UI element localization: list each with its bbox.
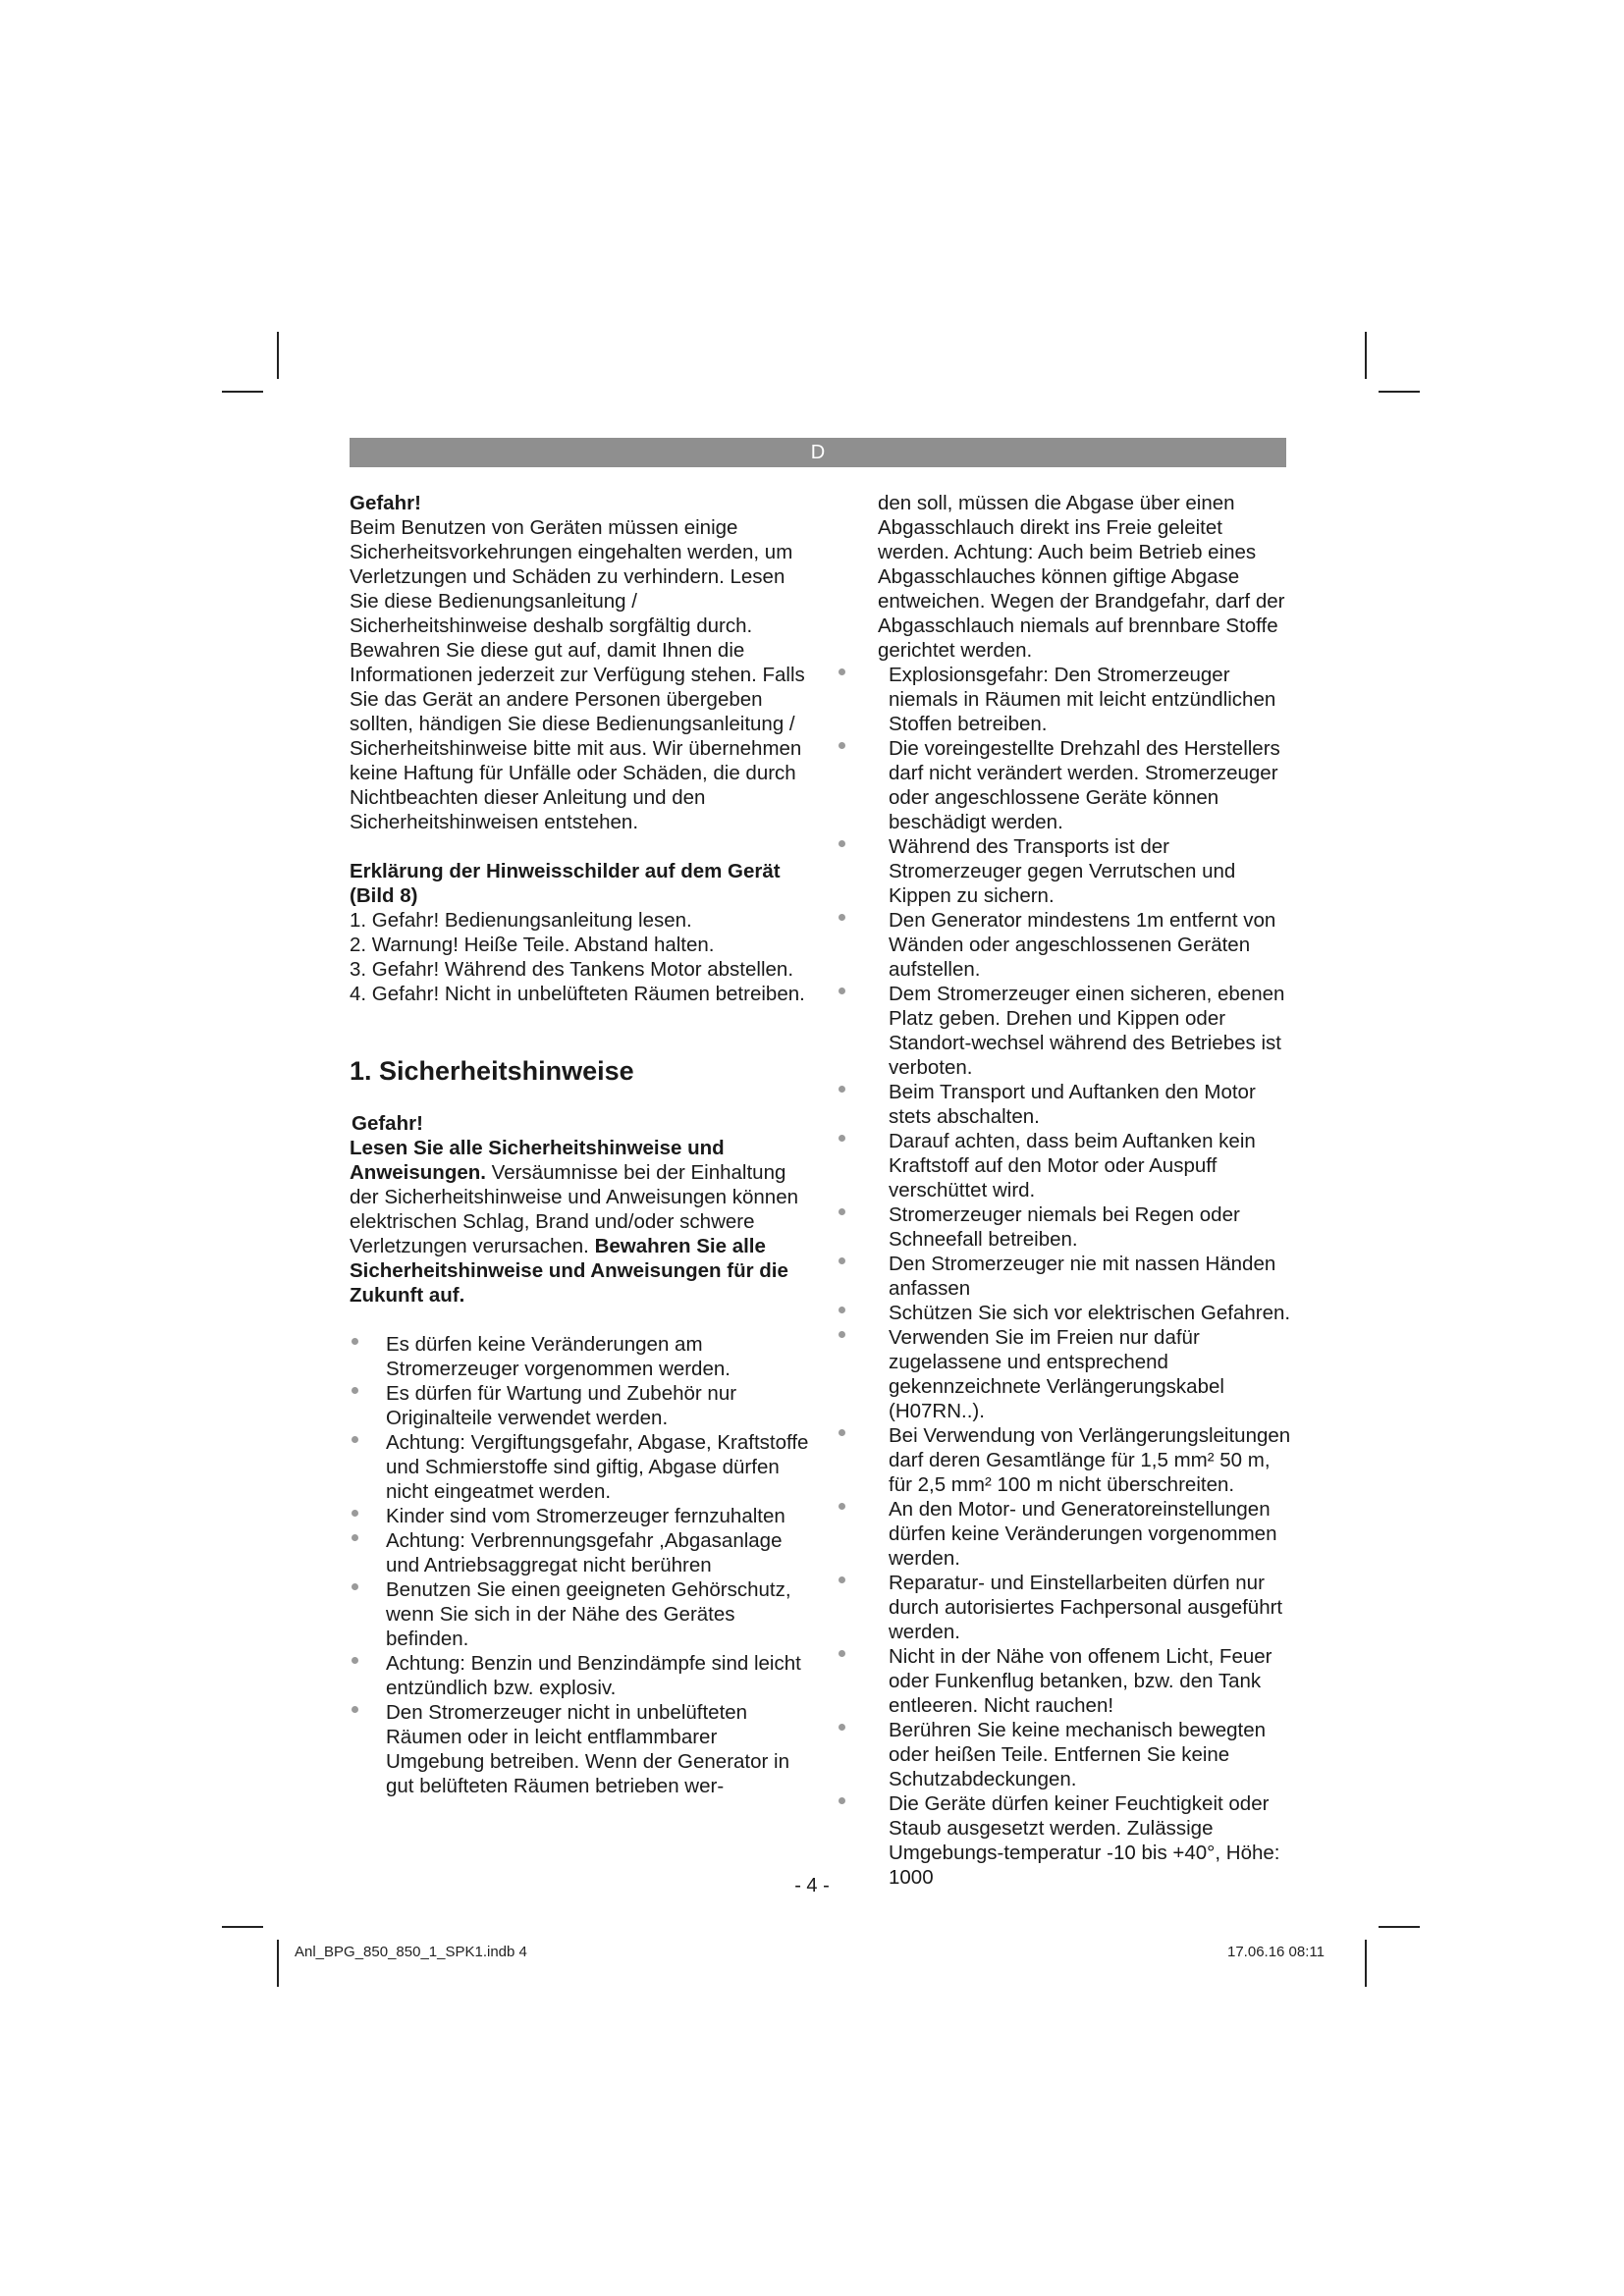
warning-bold-end: Bewahren Sie alle Sicherheitshinweise und Anweisungen für die Zukunft auf.: [350, 1235, 788, 1307]
list-item: Dem Stromerzeuger einen sicheren, ebenen Platz geben. Drehen und Kippen oder Standort-wechsel während des Betriebes ist verboten.: [852, 982, 1296, 1080]
bullet-dot-icon: [352, 1583, 358, 1590]
list-item: Achtung: Verbrennungsgefahr ,Abgasanlage und Antriebsaggregat nicht berühren: [350, 1528, 811, 1577]
list-item: Es dürfen keine Veränderungen am Stromerzeuger vorgenommen werden.: [350, 1332, 811, 1381]
list-item: Beim Transport und Auftanken den Motor stets abschalten.: [852, 1080, 1296, 1129]
left-bullet-list: [350, 1332, 811, 1798]
danger-paragraph: Beim Benutzen von Geräten müssen einige Sicherheitsvorkehrungen eingehalten werden, um Verletzungen und Schäden zu verhindern. Lesen Sie diese Bedienungsanleitung / Sicherheitshinweise deshalb sorgfältig durch. Bewahren Sie diese gut auf, damit Ihnen die Informationen jederzeit zur Verfügung stehen. Falls Sie das Gerät an andere Personen übergeben sollten, händigen Sie diese Bedienungsanleitung / Sicherheitshinweise bitte mit aus. Wir übernehmen keine Haftung für Unfälle oder Schäden, die durch Nichtbeachten dieser Anleitung und den Sicherheitshinweisen entstehen.: [350, 516, 805, 833]
bullet-dot-icon: [839, 840, 845, 847]
list-item: Es dürfen für Wartung und Zubehör nur Originalteile verwendet werden.: [350, 1381, 811, 1430]
page-number: - 4 -: [794, 1875, 830, 1896]
crop-mark: [277, 332, 279, 379]
crop-mark: [222, 1926, 263, 1928]
list-item: Stromerzeuger niemals bei Regen oder Schneefall betreiben.: [852, 1202, 1296, 1252]
bullet-dot-icon: [352, 1436, 358, 1443]
bullet-dot-icon: [839, 988, 845, 994]
bullet-dot-icon: [839, 1135, 845, 1142]
list-item: Den Stromerzeuger nie mit nassen Händen anfassen: [852, 1252, 1296, 1301]
bullet-dot-icon: [839, 1797, 845, 1804]
language-tab: D: [810, 442, 826, 463]
footer-datetime: 17.06.16 08:11: [1227, 1944, 1325, 1960]
warning-text: Versäumnisse bei der Einhaltung der Sicherheitshinweise und Anweisungen können elektrischen Schlag, Brand und/oder schwere Verletzungen verursachen.: [350, 1161, 799, 1257]
bullet-dot-icon: [839, 1429, 845, 1436]
section-heading: 1. Sicherheitshinweise: [350, 1056, 634, 1086]
bullet-dot-icon: [352, 1338, 358, 1345]
bullet-dot-icon: [839, 1724, 845, 1731]
crop-mark: [1379, 1926, 1420, 1928]
bullet-dot-icon: [352, 1706, 358, 1713]
list-item: Während des Transports ist der Stromerzeuger gegen Verrutschen und Kippen zu sichern.: [852, 834, 1296, 908]
sign-item: 3. Gefahr! Während des Tankens Motor abstellen.: [350, 958, 794, 981]
bullet-dot-icon: [839, 1086, 845, 1093]
list-item: Den Stromerzeuger nicht in unbelüfteten Räumen oder in leicht entflammbarer Umgebung betreiben. Wenn der Generator in gut belüfteten Räumen betrieben wer-: [350, 1700, 811, 1798]
list-item: Die voreingestellte Drehzahl des Herstellers darf nicht verändert werden. Stromerzeuger oder angeschlossene Geräte können beschädigt werden.: [852, 736, 1296, 834]
list-item: Schützen Sie sich vor elektrischen Gefahren.: [852, 1301, 1296, 1325]
bullet-dot-icon: [839, 1331, 845, 1338]
list-item: Achtung: Vergiftungsgefahr, Abgase, Kraftstoffe und Schmierstoffe sind giftig, Abgase dürfen nicht eingeatmet werden.: [350, 1430, 811, 1504]
bullet-dot-icon: [839, 1257, 845, 1264]
left-column: [350, 491, 811, 1798]
bullet-dot-icon: [839, 1503, 845, 1510]
right-column: [852, 491, 1296, 1890]
bullet-dot-icon: [839, 1208, 845, 1215]
signs-heading: Erklärung der Hinweisschilder auf dem Gerät (Bild 8): [350, 860, 781, 907]
crop-mark: [222, 391, 263, 393]
list-item: Bei Verwendung von Verlängerungsleitungen darf deren Gesamtlänge für 1,5 mm² 50 m, für 2,5 mm² 100 m nicht überschreiten.: [852, 1423, 1296, 1497]
right-bullet-list: [852, 663, 1296, 1890]
sign-item: 4. Gefahr! Nicht in unbelüfteten Räumen betreiben.: [350, 983, 805, 1005]
list-item: Verwenden Sie im Freien nur dafür zugelassene und entsprechend gekennzeichnete Verlängerungskabel (H07RN..).: [852, 1325, 1296, 1423]
list-item: Explosionsgefahr: Den Stromerzeuger niemals in Räumen mit leicht entzündlichen Stoffen betreiben.: [852, 663, 1296, 736]
list-item: Darauf achten, dass beim Auftanken kein Kraftstoff auf den Motor oder Auspuff verschüttet wird.: [852, 1129, 1296, 1202]
list-item: Achtung: Benzin und Benzindämpfe sind leicht entzündlich bzw. explosiv.: [350, 1651, 811, 1700]
crop-mark: [1365, 332, 1367, 379]
list-item: Die Geräte dürfen keiner Feuchtigkeit oder Staub ausgesetzt werden. Zulässige Umgebungs-temperatur -10 bis +40°, Höhe: 1000: [852, 1791, 1296, 1890]
list-item: Den Generator mindestens 1m entfernt von Wänden oder angeschlossenen Geräten aufstellen.: [852, 908, 1296, 982]
bullet-dot-icon: [352, 1387, 358, 1394]
footer-filename: Anl_BPG_850_850_1_SPK1.indb 4: [295, 1944, 527, 1960]
list-item: Benutzen Sie einen geeigneten Gehörschutz, wenn Sie sich in der Nähe des Gerätes befinden.: [350, 1577, 811, 1651]
bullet-dot-icon: [839, 1576, 845, 1583]
section-danger-title: Gefahr!: [352, 1112, 423, 1135]
bullet-dot-icon: [839, 742, 845, 749]
list-item: Reparatur- und Einstellarbeiten dürfen nur durch autorisiertes Fachpersonal ausgeführt werden.: [852, 1571, 1296, 1644]
danger-title: Gefahr!: [350, 492, 421, 514]
list-item: Kinder sind vom Stromerzeuger fernzuhalten: [350, 1504, 811, 1528]
crop-mark: [1365, 1940, 1367, 1987]
list-item: Nicht in der Nähe von offenem Licht, Feuer oder Funkenflug betanken, bzw. den Tank entleeren. Nicht rauchen!: [852, 1644, 1296, 1718]
bullet-dot-icon: [839, 914, 845, 921]
bullet-dot-icon: [352, 1657, 358, 1664]
sign-item: 2. Warnung! Heiße Teile. Abstand halten.: [350, 934, 715, 956]
language-header-bar: [350, 438, 1286, 467]
continuation-paragraph: den soll, müssen die Abgase über einen Abgasschlauch direkt ins Freie geleitet werden. Achtung: Auch beim Betrieb eines Abgasschlauches können giftige Abgase entweichen. Wegen der Brandgefahr, darf der Abgasschlauch niemals auf brennbare Stoffe gerichtet werden.: [878, 492, 1285, 662]
signs-list: [350, 908, 811, 1006]
list-item: Berühren Sie keine mechanisch bewegten oder heißen Teile. Entfernen Sie keine Schutzabdeckungen.: [852, 1718, 1296, 1791]
warning-bold-start: Lesen Sie alle Sicherheitshinweise und Anweisungen.: [350, 1137, 725, 1184]
bullet-dot-icon: [352, 1534, 358, 1541]
sign-item: 1. Gefahr! Bedienungsanleitung lesen.: [350, 909, 692, 932]
bullet-dot-icon: [352, 1510, 358, 1517]
bullet-dot-icon: [839, 1307, 845, 1313]
list-item: An den Motor- und Generatoreinstellungen dürfen keine Veränderungen vorgenommen werden.: [852, 1497, 1296, 1571]
crop-mark: [1379, 391, 1420, 393]
warning-paragraph: [350, 1136, 811, 1308]
crop-mark: [277, 1940, 279, 1987]
bullet-dot-icon: [839, 668, 845, 675]
bullet-dot-icon: [839, 1650, 845, 1657]
